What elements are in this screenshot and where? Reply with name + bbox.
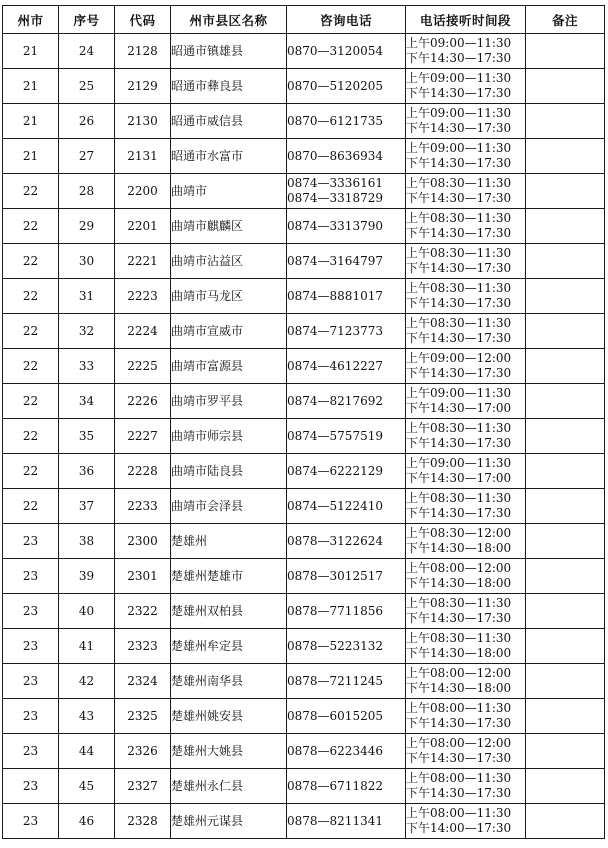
phone-cell <box>287 734 406 769</box>
note-cell <box>526 594 605 629</box>
table-row <box>3 104 605 139</box>
note-cell <box>526 104 605 139</box>
prefecture-cell: 22 <box>3 349 59 384</box>
phone-number: 0874—8881017 <box>287 288 383 303</box>
code-cell: 2225 <box>115 349 171 384</box>
morning-hours: 上午08:00—11:30 <box>406 700 512 715</box>
afternoon-hours: 下午14:30—17:30 <box>406 506 512 520</box>
region-name-cell: 昭通市彝良县 <box>171 69 287 104</box>
hours-cell <box>406 314 526 349</box>
region-name-cell: 曲靖市师宗县 <box>171 419 287 454</box>
note-cell <box>526 419 605 454</box>
region-name-cell: 楚雄州 <box>171 524 287 559</box>
phone-cell <box>287 524 406 559</box>
hours-cell <box>406 209 526 244</box>
note-cell <box>526 454 605 489</box>
hours-cell <box>406 419 526 454</box>
note-cell <box>526 629 605 664</box>
sequence-cell: 32 <box>59 314 115 349</box>
table-row <box>3 804 605 839</box>
code-cell: 2322 <box>115 594 171 629</box>
hours-cell <box>406 699 526 734</box>
phone-number: 0878—3122624 <box>287 533 383 548</box>
phone-number: 0874—3164797 <box>287 253 383 268</box>
hours-cell <box>406 174 526 209</box>
code-cell: 2301 <box>115 559 171 594</box>
phone-number: 0874—3318729 <box>287 191 383 205</box>
note-cell <box>526 279 605 314</box>
table-row <box>3 384 605 419</box>
afternoon-hours: 下午14:30—17:30 <box>406 716 512 730</box>
hours-cell <box>406 279 526 314</box>
afternoon-hours: 下午14:30—18:00 <box>406 576 512 590</box>
afternoon-hours: 下午14:30—17:00 <box>406 401 512 415</box>
region-name-cell: 昭通市镇雄县 <box>171 34 287 69</box>
phone-number: 0878—6711822 <box>287 778 383 793</box>
hours-cell <box>406 244 526 279</box>
sequence-cell: 37 <box>59 489 115 524</box>
sequence-cell: 28 <box>59 174 115 209</box>
hours-cell <box>406 34 526 69</box>
prefecture-cell: 22 <box>3 209 59 244</box>
sequence-cell: 43 <box>59 699 115 734</box>
prefecture-cell: 21 <box>3 34 59 69</box>
morning-hours: 上午08:30—11:30 <box>406 420 512 435</box>
note-cell <box>526 699 605 734</box>
note-cell <box>526 524 605 559</box>
sequence-cell: 35 <box>59 419 115 454</box>
prefecture-cell: 22 <box>3 279 59 314</box>
sequence-cell: 46 <box>59 804 115 839</box>
prefecture-cell: 23 <box>3 629 59 664</box>
phone-number: 0874—4612227 <box>287 358 383 373</box>
morning-hours: 上午09:00—11:30 <box>406 105 512 120</box>
note-cell <box>526 664 605 699</box>
phone-cell <box>287 559 406 594</box>
prefecture-cell: 21 <box>3 104 59 139</box>
region-name-cell: 曲靖市陆良县 <box>171 454 287 489</box>
code-cell: 2325 <box>115 699 171 734</box>
note-cell <box>526 769 605 804</box>
phone-number: 0878—6015205 <box>287 708 383 723</box>
sequence-cell: 44 <box>59 734 115 769</box>
afternoon-hours: 下午14:30—17:30 <box>406 611 512 625</box>
phone-number: 0878—7211245 <box>287 673 383 688</box>
prefecture-cell: 23 <box>3 699 59 734</box>
hours-cell <box>406 104 526 139</box>
table-row <box>3 174 605 209</box>
afternoon-hours: 下午14:30—17:30 <box>406 786 512 800</box>
phone-cell <box>287 139 406 174</box>
prefecture-cell: 23 <box>3 594 59 629</box>
phone-cell <box>287 69 406 104</box>
header-phone: 咨询电话 <box>287 6 406 34</box>
note-cell <box>526 734 605 769</box>
hours-cell <box>406 69 526 104</box>
morning-hours: 上午08:30—12:00 <box>406 525 512 540</box>
morning-hours: 上午08:00—12:00 <box>406 665 512 680</box>
afternoon-hours: 下午14:30—17:30 <box>406 261 512 275</box>
phone-number: 0874—7123773 <box>287 323 383 338</box>
region-name-cell: 曲靖市沾益区 <box>171 244 287 279</box>
region-name-cell: 楚雄州双柏县 <box>171 594 287 629</box>
prefecture-cell: 23 <box>3 559 59 594</box>
note-cell <box>526 244 605 279</box>
phone-cell <box>287 629 406 664</box>
phone-cell <box>287 209 406 244</box>
hours-cell <box>406 384 526 419</box>
note-cell <box>526 139 605 174</box>
morning-hours: 上午08:30—11:30 <box>406 245 512 260</box>
prefecture-cell: 22 <box>3 244 59 279</box>
note-cell <box>526 209 605 244</box>
phone-number: 0870—6121735 <box>287 113 383 128</box>
code-cell: 2300 <box>115 524 171 559</box>
table-row <box>3 69 605 104</box>
hours-cell <box>406 769 526 804</box>
note-cell <box>526 34 605 69</box>
table-row <box>3 419 605 454</box>
note-cell <box>526 314 605 349</box>
afternoon-hours: 下午14:30—17:30 <box>406 436 512 450</box>
region-name-cell: 楚雄州楚雄市 <box>171 559 287 594</box>
table-row <box>3 244 605 279</box>
morning-hours: 上午08:30—11:30 <box>406 315 512 330</box>
sequence-cell: 31 <box>59 279 115 314</box>
table-row <box>3 524 605 559</box>
sequence-cell: 29 <box>59 209 115 244</box>
phone-cell <box>287 314 406 349</box>
phone-number: 0874—3313790 <box>287 218 383 233</box>
region-name-cell: 楚雄州牟定县 <box>171 629 287 664</box>
afternoon-hours: 下午14:30—17:30 <box>406 331 512 345</box>
phone-cell <box>287 594 406 629</box>
afternoon-hours: 下午14:30—18:00 <box>406 646 512 660</box>
code-cell: 2226 <box>115 384 171 419</box>
afternoon-hours: 下午14:30—17:30 <box>406 226 512 240</box>
code-cell: 2327 <box>115 769 171 804</box>
table-row <box>3 769 605 804</box>
afternoon-hours: 下午14:30—17:30 <box>406 366 512 380</box>
phone-cell <box>287 174 406 209</box>
phone-number: 0878—7711856 <box>287 603 383 618</box>
afternoon-hours: 下午14:30—17:30 <box>406 51 512 65</box>
afternoon-hours: 下午14:30—17:00 <box>406 471 512 485</box>
region-name-cell: 楚雄州姚安县 <box>171 699 287 734</box>
phone-cell <box>287 769 406 804</box>
note-cell <box>526 489 605 524</box>
morning-hours: 上午08:30—11:30 <box>406 595 512 610</box>
phone-cell <box>287 664 406 699</box>
code-cell: 2323 <box>115 629 171 664</box>
region-name-cell: 昭通市威信县 <box>171 104 287 139</box>
morning-hours: 上午08:00—12:00 <box>406 560 512 575</box>
afternoon-hours: 下午14:30—17:30 <box>406 191 512 205</box>
sequence-cell: 33 <box>59 349 115 384</box>
sequence-cell: 26 <box>59 104 115 139</box>
header-sequence: 序号 <box>59 6 115 34</box>
morning-hours: 上午08:30—11:30 <box>406 630 512 645</box>
table-row <box>3 664 605 699</box>
morning-hours: 上午08:30—11:30 <box>406 490 512 505</box>
code-cell: 2131 <box>115 139 171 174</box>
code-cell: 2328 <box>115 804 171 839</box>
phone-number: 0870—8636934 <box>287 148 383 163</box>
phone-number: 0870—5120205 <box>287 78 383 93</box>
sequence-cell: 34 <box>59 384 115 419</box>
phone-cell <box>287 279 406 314</box>
table-row <box>3 349 605 384</box>
region-name-cell: 楚雄州南华县 <box>171 664 287 699</box>
table-row <box>3 699 605 734</box>
phone-cell <box>287 349 406 384</box>
sequence-cell: 45 <box>59 769 115 804</box>
hours-cell <box>406 524 526 559</box>
sequence-cell: 36 <box>59 454 115 489</box>
hours-cell <box>406 139 526 174</box>
phone-number: 0878—6223446 <box>287 743 383 758</box>
region-name-cell: 曲靖市 <box>171 174 287 209</box>
code-cell: 2228 <box>115 454 171 489</box>
table-row <box>3 559 605 594</box>
sequence-cell: 25 <box>59 69 115 104</box>
header-hours: 电话接听时间段 <box>406 6 526 34</box>
phone-number: 0878—5223132 <box>287 638 383 653</box>
afternoon-hours: 下午14:30—17:30 <box>406 121 512 135</box>
code-cell: 2200 <box>115 174 171 209</box>
hours-cell <box>406 804 526 839</box>
prefecture-cell: 23 <box>3 524 59 559</box>
note-cell <box>526 349 605 384</box>
contact-table <box>2 5 605 839</box>
afternoon-hours: 下午14:30—18:00 <box>406 541 512 555</box>
hours-cell <box>406 489 526 524</box>
region-name-cell: 楚雄州永仁县 <box>171 769 287 804</box>
table-row <box>3 454 605 489</box>
hours-cell <box>406 629 526 664</box>
afternoon-hours: 下午14:30—17:30 <box>406 86 512 100</box>
code-cell: 2224 <box>115 314 171 349</box>
sequence-cell: 24 <box>59 34 115 69</box>
phone-cell <box>287 34 406 69</box>
morning-hours: 上午09:00—11:30 <box>406 140 512 155</box>
phone-number: 0878—3012517 <box>287 568 383 583</box>
hours-cell <box>406 734 526 769</box>
prefecture-cell: 23 <box>3 664 59 699</box>
sequence-cell: 40 <box>59 594 115 629</box>
morning-hours: 上午08:00—11:30 <box>406 770 512 785</box>
prefecture-cell: 22 <box>3 454 59 489</box>
phone-number: 0874—5757519 <box>287 428 383 443</box>
morning-hours: 上午09:00—11:30 <box>406 70 512 85</box>
phone-cell <box>287 104 406 139</box>
table-row <box>3 209 605 244</box>
hours-cell <box>406 664 526 699</box>
morning-hours: 上午09:00—11:30 <box>406 385 512 400</box>
table-row <box>3 489 605 524</box>
phone-cell <box>287 419 406 454</box>
phone-number: 0874—8217692 <box>287 393 383 408</box>
table-row <box>3 139 605 174</box>
code-cell: 2326 <box>115 734 171 769</box>
sequence-cell: 30 <box>59 244 115 279</box>
table-row <box>3 629 605 664</box>
region-name-cell: 曲靖市富源县 <box>171 349 287 384</box>
phone-number: 0874—6222129 <box>287 463 383 478</box>
region-name-cell: 曲靖市会泽县 <box>171 489 287 524</box>
table-row <box>3 34 605 69</box>
morning-hours: 上午08:30—11:30 <box>406 280 512 295</box>
sequence-cell: 39 <box>59 559 115 594</box>
afternoon-hours: 下午14:30—18:00 <box>406 681 512 695</box>
afternoon-hours: 下午14:30—17:30 <box>406 751 512 765</box>
prefecture-cell: 22 <box>3 314 59 349</box>
region-name-cell: 曲靖市马龙区 <box>171 279 287 314</box>
region-name-cell: 曲靖市麒麟区 <box>171 209 287 244</box>
morning-hours: 上午08:30—11:30 <box>406 175 512 190</box>
note-cell <box>526 559 605 594</box>
afternoon-hours: 下午14:30—17:30 <box>406 156 512 170</box>
sequence-cell: 38 <box>59 524 115 559</box>
phone-cell <box>287 454 406 489</box>
morning-hours: 上午09:00—11:30 <box>406 455 512 470</box>
region-name-cell: 曲靖市宣威市 <box>171 314 287 349</box>
phone-cell <box>287 699 406 734</box>
region-name-cell: 昭通市水富市 <box>171 139 287 174</box>
phone-cell <box>287 384 406 419</box>
hours-cell <box>406 349 526 384</box>
afternoon-hours: 下午14:30—17:30 <box>406 296 512 310</box>
prefecture-cell: 22 <box>3 384 59 419</box>
header-prefecture: 州市 <box>3 6 59 34</box>
header-row <box>3 6 605 34</box>
sequence-cell: 42 <box>59 664 115 699</box>
phone-number: 0874—5122410 <box>287 498 383 513</box>
table-row <box>3 279 605 314</box>
code-cell: 2221 <box>115 244 171 279</box>
sequence-cell: 41 <box>59 629 115 664</box>
code-cell: 2227 <box>115 419 171 454</box>
phone-number: 0878—8211341 <box>287 813 383 828</box>
hours-cell <box>406 594 526 629</box>
code-cell: 2233 <box>115 489 171 524</box>
prefecture-cell: 21 <box>3 69 59 104</box>
code-cell: 2201 <box>115 209 171 244</box>
prefecture-cell: 23 <box>3 804 59 839</box>
table-row <box>3 594 605 629</box>
phone-cell <box>287 804 406 839</box>
sequence-cell: 27 <box>59 139 115 174</box>
note-cell <box>526 384 605 419</box>
morning-hours: 上午09:00—12:00 <box>406 350 512 365</box>
table-row <box>3 734 605 769</box>
prefecture-cell: 23 <box>3 769 59 804</box>
morning-hours: 上午09:00—11:30 <box>406 35 512 50</box>
hours-cell <box>406 454 526 489</box>
morning-hours: 上午08:00—11:30 <box>406 805 512 820</box>
code-cell: 2324 <box>115 664 171 699</box>
morning-hours: 上午08:00—12:00 <box>406 735 512 750</box>
note-cell <box>526 804 605 839</box>
region-name-cell: 曲靖市罗平县 <box>171 384 287 419</box>
note-cell <box>526 174 605 209</box>
prefecture-cell: 23 <box>3 734 59 769</box>
code-cell: 2128 <box>115 34 171 69</box>
code-cell: 2223 <box>115 279 171 314</box>
header-code: 代码 <box>115 6 171 34</box>
hours-cell <box>406 559 526 594</box>
prefecture-cell: 22 <box>3 489 59 524</box>
region-name-cell: 楚雄州大姚县 <box>171 734 287 769</box>
phone-number: 0874—3336161 <box>287 176 383 190</box>
afternoon-hours: 下午14:00—17:30 <box>406 821 512 835</box>
morning-hours: 上午08:30—11:30 <box>406 210 512 225</box>
phone-cell <box>287 489 406 524</box>
prefecture-cell: 21 <box>3 139 59 174</box>
header-note: 备注 <box>526 6 605 34</box>
note-cell <box>526 69 605 104</box>
prefecture-cell: 22 <box>3 174 59 209</box>
code-cell: 2129 <box>115 69 171 104</box>
code-cell: 2130 <box>115 104 171 139</box>
prefecture-cell: 22 <box>3 419 59 454</box>
phone-cell <box>287 244 406 279</box>
region-name-cell: 楚雄州元谋县 <box>171 804 287 839</box>
table-row <box>3 314 605 349</box>
header-region-name: 州市县区名称 <box>171 6 287 34</box>
phone-number: 0870—3120054 <box>287 43 383 58</box>
